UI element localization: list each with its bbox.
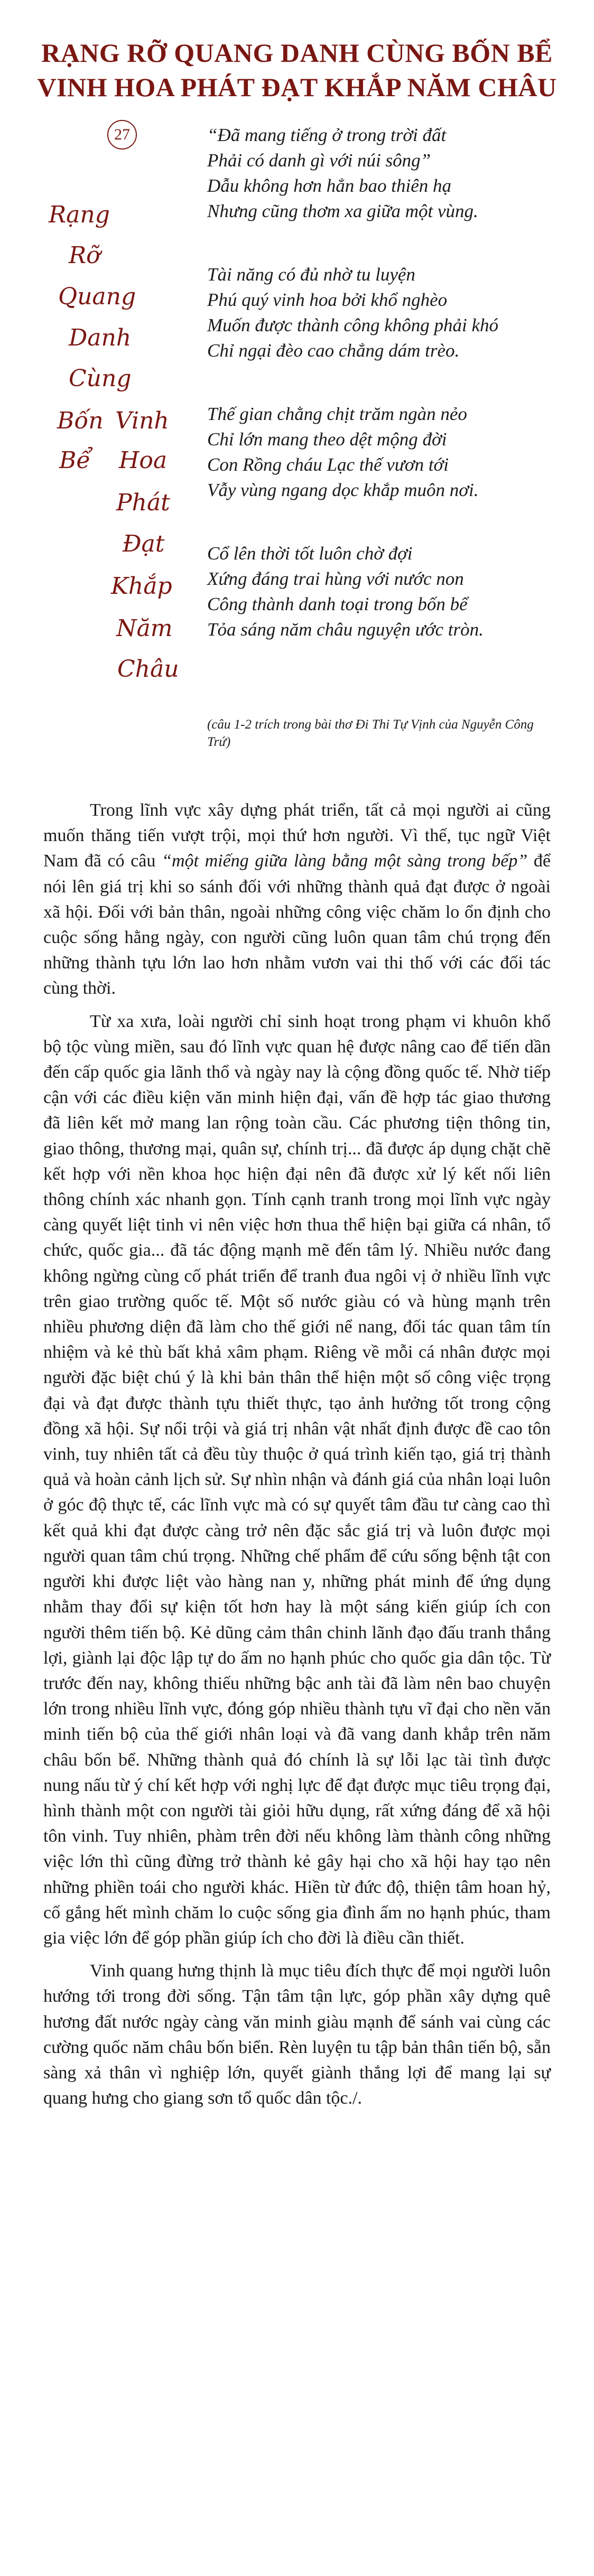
poem-stanza-1 (207, 123, 577, 224)
poem-line: Thế gian chằng chịt trăm ngàn nẻo (207, 404, 467, 424)
poem-line: Phú quý vinh hoa bởi khổ nghèo (207, 290, 448, 310)
paragraph-text: để nói lên giá trị khi so sánh đối với những thành quả đạt được ở ngoài xã hội. Đối với bản thân, ngoài những công việc chăm lo ổn định cho cuộc sống hằng ngày, con người cũng luôn quan tâm chú trọng đến những thành tựu lớn lao hơn nhằm vươn vai thi thố với các đối tác cùng thời. (43, 851, 551, 998)
article-body (43, 798, 551, 2111)
poem-line: Công thành danh toại trong bốn bể (207, 594, 468, 614)
poem-stanza-4 (207, 541, 577, 642)
article-paragraph-3: Vinh quang hưng thịnh là mục tiêu đích thực để mọi người luôn hướng tới trong đời sống. Tận tâm tận lực, góp phần xây dựng quê hương đất nước ngày càng văn minh giàu mạnh để sánh vai cùng các cường quốc năm châu bốn biển. Rèn luyện tu tập bản thân tiến bộ, sẵn sàng xả thân vì nghiệp lớn, quyết giành thắng lợi để mang lại sự quang hưng cho giang sơn tổ quốc dân tộc./. (43, 1961, 551, 2108)
poem-line: Tỏa sáng năm châu nguyện ước tròn. (207, 619, 484, 640)
proverb-quote: “một miếng giữa làng bằng một sàng trong bếp” (162, 851, 528, 871)
calligraphy-word: Cùng (69, 365, 132, 392)
calligraphy-word: Đạt (123, 530, 165, 557)
calligraphy-word: Phát (116, 489, 170, 516)
poem-stanza-2 (207, 262, 577, 363)
poem-line: Cổ lên thời tốt luôn chờ đợi (207, 543, 413, 564)
poem-line: “Đã mang tiếng ở trong trời đất (207, 125, 447, 145)
calligraphy-word: Khắp (111, 573, 172, 600)
poem-source-note: (câu 1-2 trích trong bài thơ Đi Thi Tự Vịnh của Nguyễn Công Trứ) (207, 717, 534, 749)
poem-line: Chỉ lớn mang theo dệt mộng đời (207, 429, 447, 450)
article-paragraph-2: Từ xa xưa, loài người chỉ sinh hoạt trong phạm vi khuôn khổ bộ tộc vùng miền, sau đó lĩnh vực quan hệ được nâng cao để tiến dần đến cấp quốc gia lãnh thổ và ngày nay là cộng đồng quốc tế. Nhờ tiếp cận với các điều kiện văn minh hiện đại, vấn đề hợp tác giao thương đã liên kết mở mang lan rộng toàn cầu. Các phương tiện thông tin, giao thông, thương mại, quân sự, chính trị... đã được áp dụng chặt chẽ kết hợp với nền khoa học hiện đại nên đã được xử lý kết nối liên thông chính xác nhanh gọn. Tính cạnh tranh trong mọi lĩnh vực ngày càng quyết liệt tinh vi nên việc hơn thua thể hiện bại giữa cá nhân, tổ chức, quốc gia... đã tác động mạnh mẽ đến tâm lý. Nhiều nước đang không ngừng cùng cố phát triển để tranh đua ngôi vị ở nhiều lĩnh vực trên giao trường quốc tế. Một số nước giàu có và hùng mạnh trên nhiều phương diện đã làm cho thế giới nể nang, đối tác quan tâm tín nhiệm và kẻ thù bất khả xâm phạm. Riêng về mỗi cá nhân được mọi người đặc biệt chú ý là khi bản thân thể hiện một số công việc trọng đại và đạt được thành tựu thiết thực, tạo ảnh hưởng tốt trong cộng đồng xã hội. Sự nổi trội và giá trị nhân vật nhất định được đề cao tôn vinh, tuy nhiên tất cả đều tùy thuộc ở quá trình kiến tạo, giá trị thành quả và hoàn cảnh lịch sử. Sự nhìn nhận và đánh giá của nhân loại luôn ở góc độ thực tế, các lĩnh vực mà có sự quyết tâm đầu tư càng cao thì kết quả khi đạt được càng trở nên đặc sắc giá trị và luôn được mọi người quan tâm chú trọng. Những chế phẩm để cứu sống bệnh tật con người khi được liệt vào hàng nan y, những phát minh để ứng dụng nhằm thay đổi sự kiện tốt hơn hay là một sáng kiến giúp ích con người thêm tiến bộ. Kẻ dũng cảm thân chinh lãnh đạo đấu tranh thắng lợi, giành lại độc lập tự do ấm no hạnh phúc cho quốc gia dân tộc. Từ trước đến nay, không thiếu những bậc anh tài đã làm nên bao chuyện lớn trong nhiều lĩnh vực, đóng góp nhiều thành tựu vĩ đại cho nền văn minh tiến bộ của thế giới nhân loại và đã vang danh khắp trên năm châu bốn bể. Những thành quả đó chính là sự lỗi lạc tài tình được nung nấu từ ý chí kết hợp với nghị lực để đạt được mục tiêu trọng đại, hình thành một con người tài giỏi hữu dụng, rất xứng đáng để xã hội tôn vinh. Tuy nhiên, phàm trên đời nếu không làm thành công những việc lớn thì cũng đừng trở thành kẻ gây hại cho xã hội hay tạo nên những phiền toái cho người khác. Hiền từ đức độ, thiện tâm hoan hỷ, cố gắng hết mình chăm lo cuộc sống gia đình ấm no hạnh phúc, tham gia việc lớn để góp phần giúp ích cho đời là điều cần thiết. (43, 1011, 551, 1948)
poem-line: Phải có danh gì với núi sông” (207, 150, 431, 171)
poem-line: Xứng đáng trai hùng với nước non (207, 568, 464, 589)
calligraphy-word: Châu (117, 656, 179, 683)
calligraphy-word: Vinh (115, 407, 169, 434)
calligraphy-word: Quang (58, 283, 136, 310)
poem-line: Dẫu không hơn hẳn bao thiên hạ (207, 175, 451, 196)
article-title-line2: VINH HOA PHÁT ĐẠT KHẮP NĂM CHÂU (37, 72, 557, 102)
article-title-line1: RẠNG RỠ QUANG DANH CÙNG BỐN BỂ (41, 38, 553, 68)
calligraphy-word: Danh (69, 324, 132, 351)
article-paragraph-1 (43, 798, 551, 1002)
poem-line: Chỉ ngại đèo cao chẳng dám trèo. (207, 340, 460, 361)
poem-line: Tài năng có đủ nhờ tu luyện (207, 264, 415, 285)
poem-line: Nhưng cũng thơm xa giữa một vùng. (207, 201, 478, 221)
page-number-badge: 27 (107, 120, 137, 150)
poem-stanza-3 (207, 402, 577, 503)
calligraphy-word: Hoa (119, 447, 168, 474)
poem-line: Con Rồng cháu Lạc thế vươn tới (207, 454, 449, 475)
calligraphy-word: Năm (116, 615, 173, 642)
calligraphy-word: Bể (59, 447, 91, 474)
calligraphy-word: Rỡ (69, 242, 100, 269)
paragraph-text: Trong lĩnh vực xây dựng phát triển, tất cả mọi người ai cũng muốn thăng tiến vượt trội, mọi thứ hơn người. Vì thế, tục ngữ Việt Nam đã có câu (43, 800, 551, 871)
poem-line: Muốn được thành công không phải khó (207, 315, 499, 335)
calligraphy-word: Rạng (49, 201, 110, 228)
poem-line: Vẫy vùng ngang dọc khắp muôn nơi. (207, 480, 479, 500)
calligraphy-word: Bốn (57, 407, 104, 434)
